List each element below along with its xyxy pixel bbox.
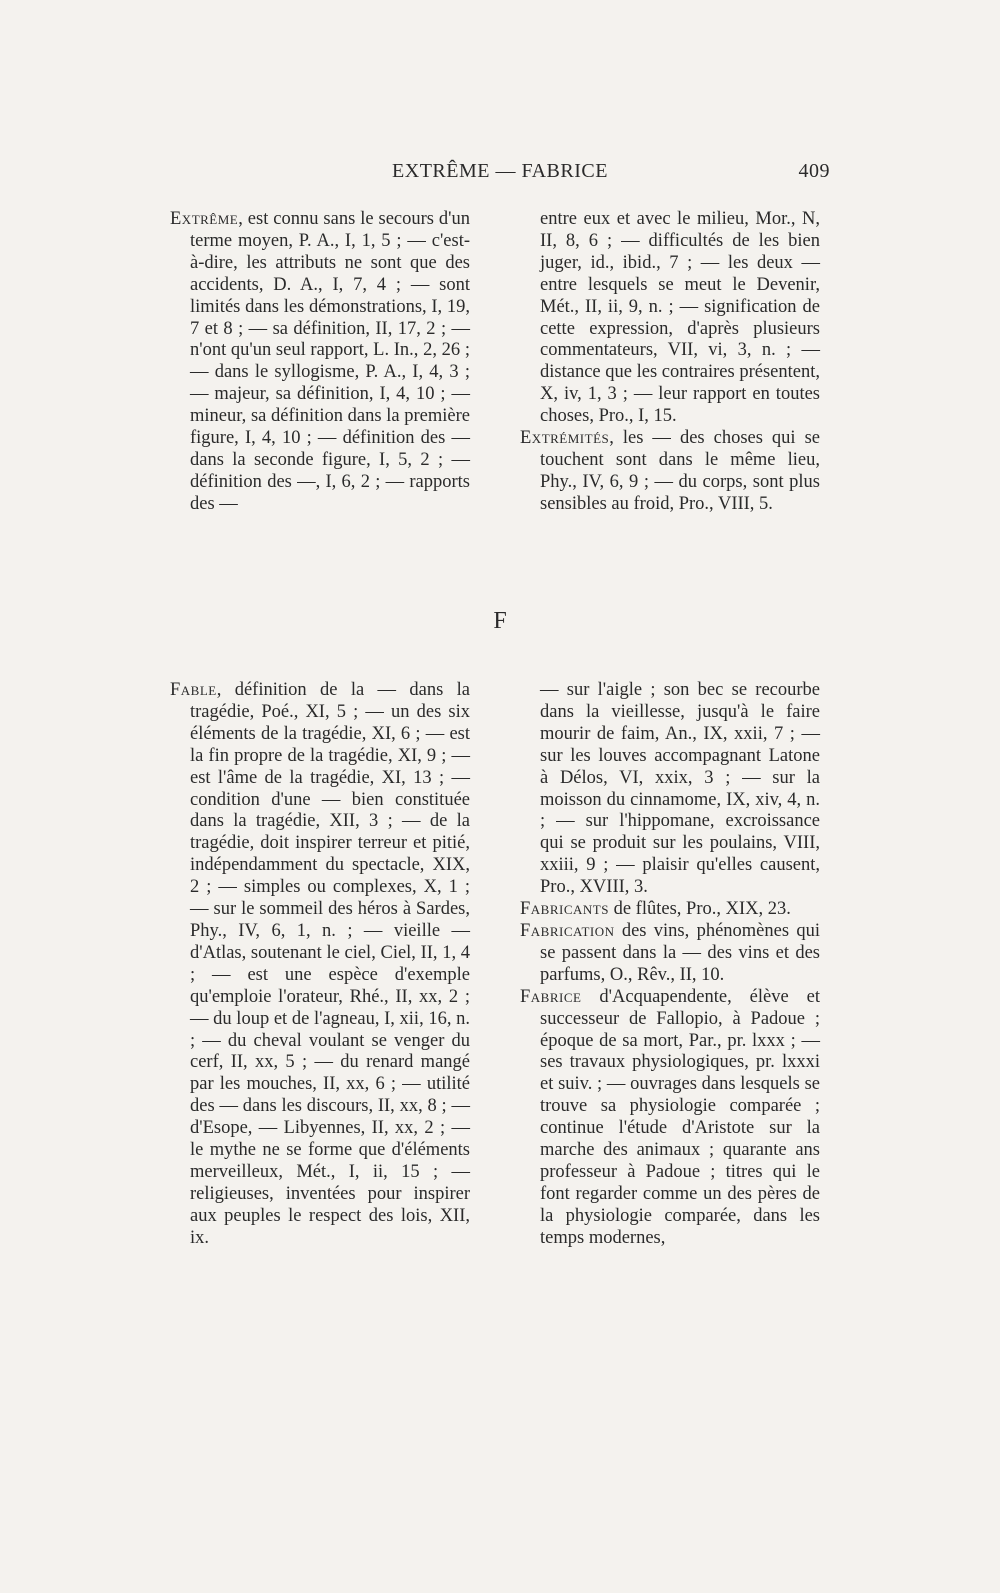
column-right-bottom — [520, 680, 820, 1250]
entry-extreme — [170, 209, 470, 516]
entry-headword: Extrémités — [520, 428, 610, 449]
entry-headword: Fabrice — [520, 986, 582, 1007]
entry-headword: Fabricants — [520, 899, 609, 920]
entry-text: , définition de la — dans la tragédie, Poé., XI, 5 ; — un des six éléments de la tragédie, XI, 6 ; — est la fin propre de la tragédie, XI, 9 ; — est l'âme de la tragédie, XI, 13 ; — condition d'une — bien constituée dans la tragédie, XII, 3 ; — de la tragédie, doit inspirer terreur et pitié, indépendamment du spectacle, XIX, 2 ; — simples ou complexes, X, 1 ; — sur le sommeil des héros à Sardes, Phy., IV, 6, 1, n. ; — vieille — d'Atlas, soutenant le ciel, Ciel, II, 1, 4 ; — est une espèce d'exemple qu'emploie l'orateur, Rhé., II, xx, 2 ; — du loup et de l'agneau, I, xii, 16, n. ; — du cheval voulant se venger du cerf, II, xx, 5 ; — du renard mangé par les mouches, II, xx, 6 ; — utilité des — dans les discours, II, xx, 8 ; — d'Esope, — Libyennes, II, xx, 2 ; — le mythe ne se forme que d'éléments merveilleux, Mét., I, ii, 15 ; — religieuses, inventées pour inspirer aux peuples le respect des lois, XII, ix. — [190, 680, 470, 1248]
entry-headword: Fable — [170, 680, 217, 700]
entry-text: , est connu sans le secours d'un terme moyen, P. A., I, 1, 5 ; — c'est-à-dire, les attributs ne sont que des accidents, D. A., I, 7, 4 ; — sont limités dans les démonstrations, I, 19, 7 et 8 ; — sa définition, II, 17, 2 ; — n'ont qu'un seul rapport, L. In., 2, 26 ; — dans le syllogisme, P. A., I, 4, 3 ; — majeur, sa définition, I, 4, 10 ; — mineur, sa définition dans la première figure, I, 4, 10 ; — définition des — dans la seconde figure, I, 5, 2 ; — définition des —, I, 6, 2 ; — rapports des — — [190, 209, 470, 514]
entry-headword: Fabrication — [520, 920, 615, 941]
running-title: EXTRÊME — FABRICE — [392, 160, 608, 182]
column-left-bottom — [170, 680, 470, 1250]
page-number: 409 — [798, 160, 830, 182]
entry-text: d'Acquapendente, élève et successeur de Fallopio, à Padoue ; époque de sa mort, Par., pr. lxxx ; — ses travaux physiologiques, pr. lxxxi et suiv. ; — ouvrages dans lesquels se trouve sa physiologie comparée ; continue l'étude d'Aristote sur la marche des animaux ; quarante ans professeur à Padoue ; titres qui le font regarder comme un des pères de la physiologie comparée, dans les temps modernes, — [540, 986, 820, 1248]
entry-text: des vins, phénomènes qui se passent dans la — des vins et des parfums, O., Rêv., II, 10. — [540, 920, 820, 985]
column-left-top — [170, 209, 470, 516]
entry-fable — [170, 680, 470, 1250]
running-header — [170, 160, 830, 188]
column-right-top — [520, 209, 820, 516]
section-letter: F — [493, 608, 507, 634]
entry-text: de flûtes, Pro., XIX, 23. — [608, 899, 791, 920]
entry-headword: Extrême — [170, 209, 239, 229]
entry-fabrication — [520, 921, 820, 987]
entry-text: , les — des choses qui se touchent sont dans le même lieu, Phy., IV, 6, 9 ; — du corps, sont plus sensibles au froid, Pro., VIII, 5. — [540, 428, 820, 514]
entry-fabricants — [520, 899, 820, 921]
entry-extremites — [520, 428, 820, 516]
entry-fabrice — [520, 987, 820, 1250]
entry-extreme-continued: entre eux et avec le milieu, Mor., N, II, 8, 6 ; — difficultés de les bien juger, id., ibid., 7 ; — les deux — entre lesquels se meut le Devenir, Mét., II, ii, 9, n. ; — signification de cette expression, d'après plusieurs commentateurs, VII, vi, 3, n. ; — distance que les contraires présentent, X, iv, 1, 3 ; — leur rapport en toutes choses, Pro., I, 15. — [540, 209, 820, 427]
entry-fable-continued: — sur l'aigle ; son bec se recourbe dans la vieillesse, jusqu'à le faire mourir de faim, An., IX, xxii, 7 ; — sur les louves accompagnant Latone à Délos, VI, xxix, 3 ; — sur la moisson du cinnamome, IX, xiv, 4, n. ; — sur l'hippomane, excroissance qui se produit sur les poulains, VIII, xxiii, 9 ; — plaisir qu'elles causent, Pro., XVIII, 3. — [540, 680, 820, 898]
